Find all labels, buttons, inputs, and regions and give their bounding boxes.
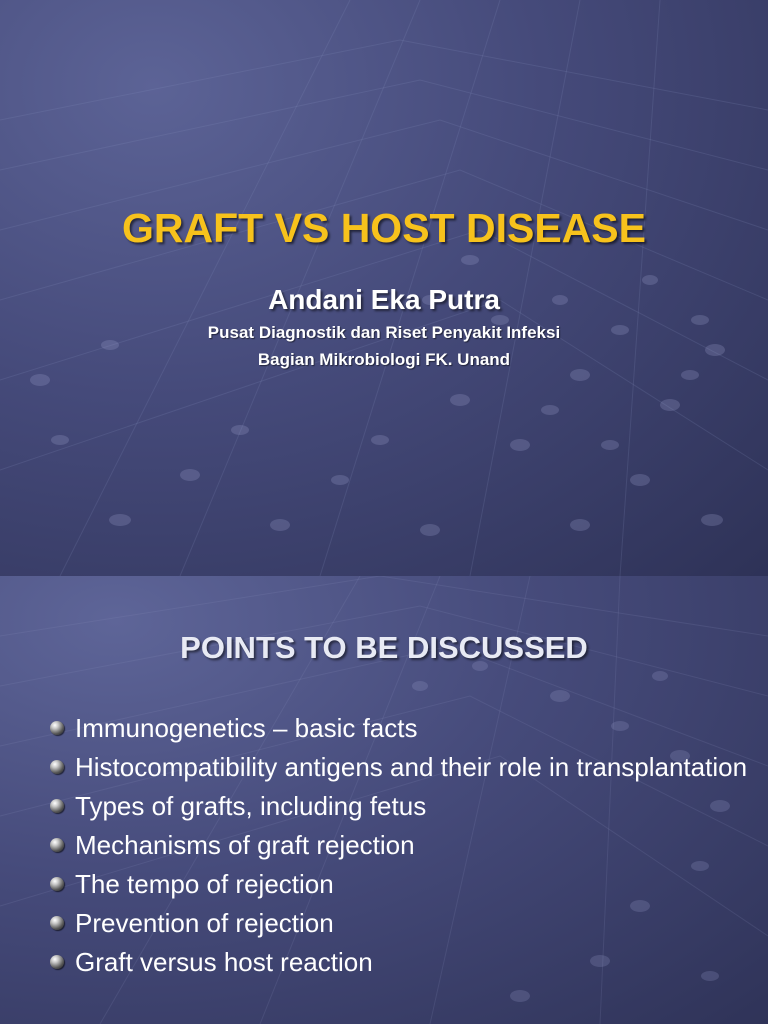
slide-title: GRAFT VS HOST DISEASE bbox=[122, 205, 646, 251]
affiliation-line-1: Pusat Diagnostik dan Riset Penyakit Infeksi bbox=[207, 323, 561, 342]
list-item bbox=[48, 868, 748, 900]
bullet-list bbox=[48, 712, 748, 985]
sphere-bullet-icon bbox=[50, 721, 64, 735]
outline-slide bbox=[0, 576, 768, 1024]
slide-heading: POINTS TO BE DISCUSSED bbox=[180, 630, 588, 665]
list-item bbox=[48, 946, 748, 978]
bullet-text: Graft versus host reaction bbox=[75, 947, 373, 977]
bullet-text: Immunogenetics – basic facts bbox=[75, 713, 418, 743]
list-item bbox=[48, 712, 748, 744]
affiliation-line-2: Bagian Mikrobiologi FK. Unand bbox=[257, 350, 511, 369]
sphere-bullet-icon bbox=[50, 877, 64, 891]
list-item bbox=[48, 907, 748, 939]
author-name: Andani Eka Putra bbox=[268, 284, 500, 315]
sphere-bullet-icon bbox=[50, 760, 64, 774]
sphere-bullet-icon bbox=[50, 955, 64, 969]
bullet-text: Histocompatibility antigens and their role in transplantation bbox=[75, 752, 748, 782]
bullet-text: Mechanisms of graft rejection bbox=[75, 830, 415, 860]
list-item bbox=[48, 790, 748, 822]
bullet-text: Types of grafts, including fetus bbox=[75, 791, 427, 821]
list-item bbox=[48, 829, 748, 861]
sphere-bullet-icon bbox=[50, 838, 64, 852]
sphere-bullet-icon bbox=[50, 916, 64, 930]
bullet-text: The tempo of rejection bbox=[75, 869, 334, 899]
bullet-text: Prevention of rejection bbox=[75, 908, 334, 938]
list-item bbox=[48, 751, 748, 783]
sphere-bullet-icon bbox=[50, 799, 64, 813]
